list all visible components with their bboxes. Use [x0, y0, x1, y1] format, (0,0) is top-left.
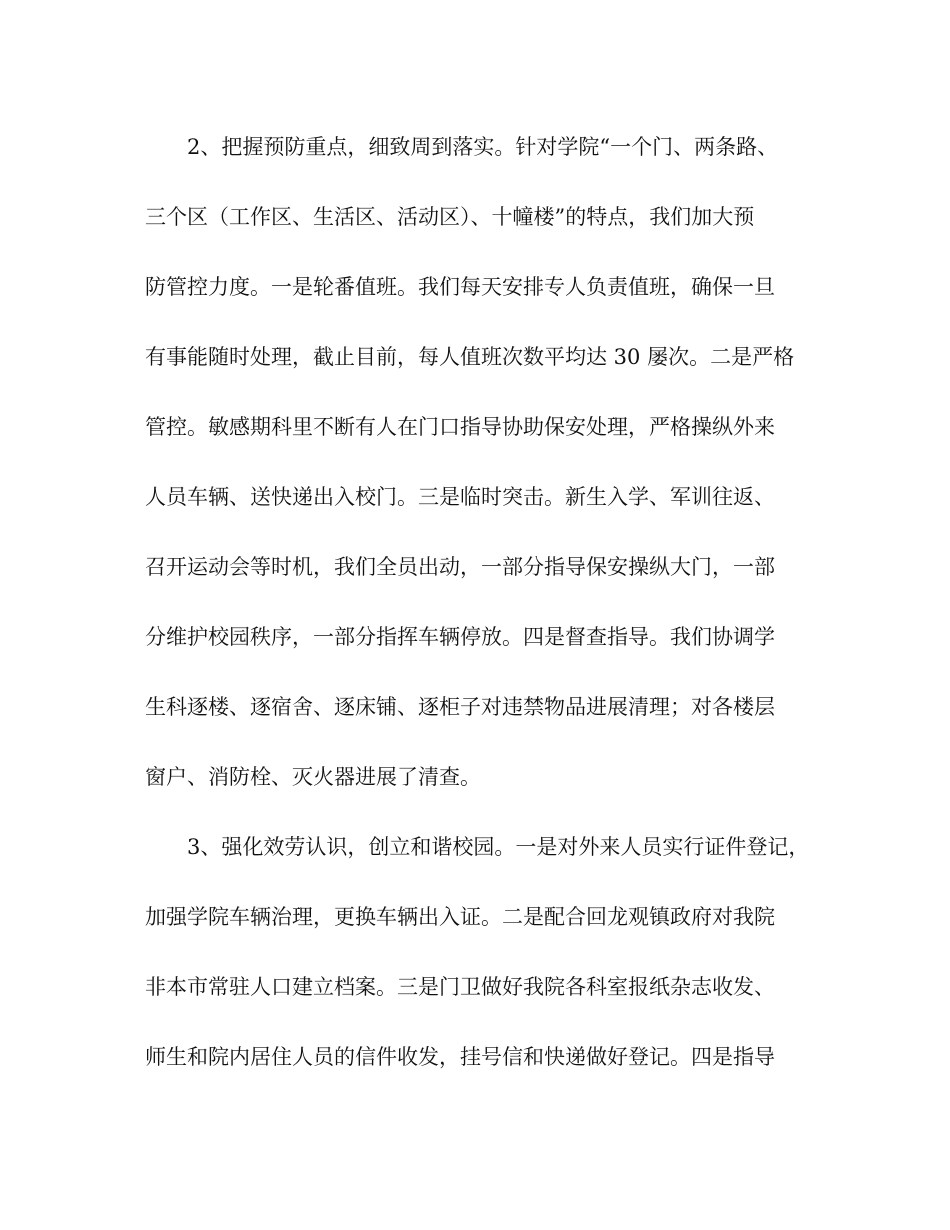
paragraph-line: 窗户、消防栓、灭火器进展了清查。: [145, 765, 481, 789]
paragraph-line: 分维护校园秩序，一部分指挥车辆停放。四是督查指导。我们协调学: [145, 625, 775, 649]
paragraph-line: 三个区（工作区、生活区、活动区）、十幢楼”的特点，我们加大预: [145, 205, 755, 229]
paragraph-line: 师生和院内居住人员的信件收发，挂号信和快递做好登记。四是指导: [145, 1045, 775, 1069]
paragraph-line: 2、把握预防重点，细致周到落实。针对学院“一个门、两条路、: [187, 135, 779, 159]
paragraph-line: 生科逐楼、逐宿舍、逐床铺、逐柜子对违禁物品进展清理；对各楼层: [145, 695, 775, 719]
paragraph-line: 人员车辆、送快递出入校门。三是临时突击。新生入学、军训往返、: [145, 485, 775, 509]
paragraph-line: 加强学院车辆治理，更换车辆出入证。二是配合回龙观镇政府对我院: [145, 905, 775, 929]
paragraph-line: 3、强化效劳认识，创立和谐校园。一是对外来人员实行证件登记，: [187, 835, 810, 859]
paragraph-line: 防管控力度。一是轮番值班。我们每天安排专人负责值班，确保一旦: [145, 275, 775, 299]
paragraph-line: 管控。敏感期科里不断有人在门口指导协助保安处理，严格操纵外来: [145, 415, 775, 439]
paragraph-line: 非本市常驻人口建立档案。三是门卫做好我院各科室报纸杂志收发、: [145, 975, 775, 999]
paragraph-line: 召开运动会等时机，我们全员出动，一部分指导保安操纵大门，一部: [145, 555, 775, 579]
paragraph-line: 有事能随时处理，截止目前，每人值班次数平均达 30 屡次。二是严格: [145, 345, 795, 369]
